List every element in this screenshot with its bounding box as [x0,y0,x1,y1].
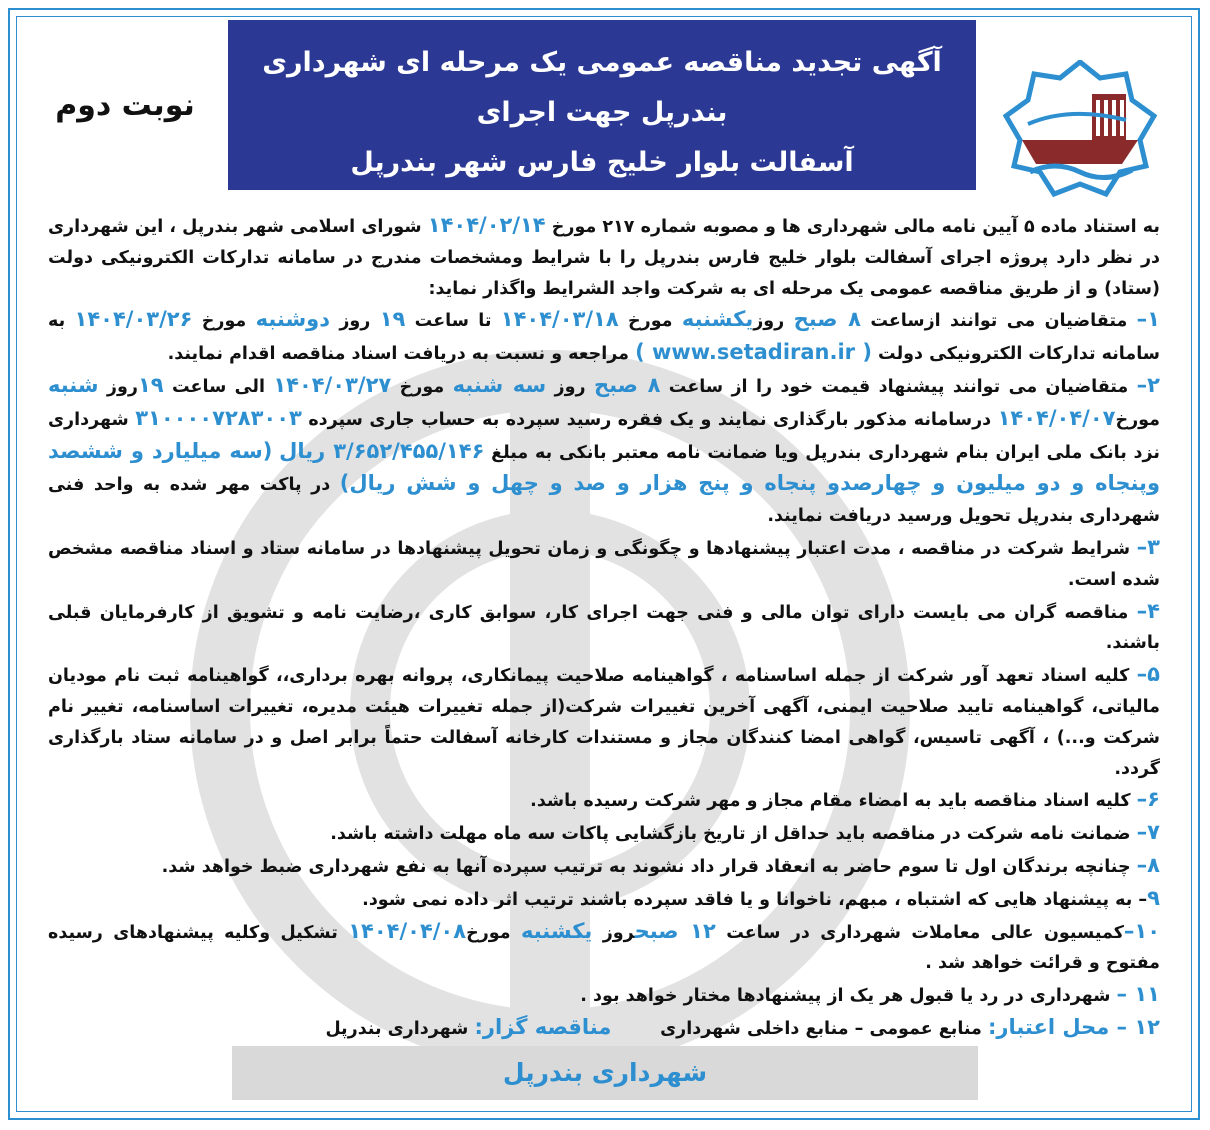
item-2-text-f: مورخ [1115,409,1160,430]
item-7 [48,817,1160,850]
item-11 [48,979,1160,1012]
round-label: نوبت دوم [55,88,195,123]
item-9 [48,883,1160,916]
item-5-number: ۵– [1136,662,1160,687]
item-7-number: ۷– [1136,820,1160,845]
item-1-number: ۱– [1136,307,1160,332]
item-10-time: ۱۲ صبح [634,918,716,943]
item-6-text: کلیه اسناد مناقصه باید به امضاء مقام مجاز و مهر شرکت رسیده باشد. [530,791,1137,812]
item-2-text-i: در پاکت مهر شده به واحد فنی شهرداری بندرپل تحویل ورسید دریافت نمایند. [48,475,1160,527]
item-10-date: ۱۴۰۴/۰۴/۰۸ [348,918,467,943]
tenderer-label: مناقصه گزار: [474,1014,612,1039]
item-1-text-e: روز [329,311,380,332]
deposit-account-number: ۳۱۰۰۰۰۷۲۸۳۰۰۳ [135,405,302,430]
intro-text-a: به استناد ماده ۵ آیین نامه مالی شهرداری ها و مصوبه شماره ۲۱۷ مورخ [545,217,1160,237]
notice-body [48,210,1160,1045]
item-2-end-date: ۱۴۰۴/۰۴/۰۷ [997,405,1116,430]
item-2-end-hour: ۱۹ [137,372,164,397]
item-10-number: ۱۰– [1123,918,1161,943]
intro-date: ۱۴۰۴/۰۲/۱۴ [427,213,546,237]
item-10-day: یکشنبه [520,918,593,943]
item-1-text-f: مورخ [192,311,256,332]
item-8-number: ۸– [1136,852,1160,877]
item-1 [48,304,1160,370]
item-1-end-date: ۱۴۰۴/۰۳/۲۶ [74,307,193,332]
item-2-start-date: ۱۴۰۴/۰۳/۲۷ [273,372,392,397]
item-2-start-time: ۸ صبح [593,372,661,397]
header-title-line1: آگهی تجدید مناقصه عمومی یک مرحله ای شهرداری بندرپل جهت اجرای [262,47,942,128]
item-3-number: ۳– [1136,534,1160,559]
item-2-text-d: الی ساعت [163,376,274,397]
item-6 [48,784,1160,817]
tenderer-value: شهرداری بندرپل [325,1018,475,1039]
item-9-number: ۹ [1147,885,1160,910]
item-11-number: ۱۱ – [1116,982,1160,1007]
item-3-text: شرایط شرکت در مناقصه ، مدت اعتبار پیشنهادها و چگونگی و زمان تحویل پیشنهادها در سامانه ستاد و اسناد مناقصه مشخص شده است. [48,538,1160,590]
item-1-text-a: متقاضیان می توانند ازساعت [860,311,1137,332]
guarantee-amount: ۳/۶۵۲/۴۵۵/۱۴۶ ریال [279,438,485,463]
footer-bar: شهرداری بندرپل [232,1046,978,1100]
item-1-text-c: مورخ [618,311,682,332]
item-1-start-date: ۱۴۰۴/۰۳/۱۸ [500,307,619,332]
item-1-text-d: تا ساعت [405,311,501,332]
item-8-text: چنانچه برندگان اول تا سوم حاضر به انعقاد قرار داد نشوند به ترتیب سپرده آنها به نفع شهرداری ضبط خواهد شد. [161,856,1137,877]
item-12-number: ۱۲ – [1116,1014,1160,1039]
setad-website-link[interactable]: ( www.setadiran.ir ) [635,340,872,365]
item-10 [48,916,1160,980]
item-9-text: – به پیشنهاد هایی که اشتباه ، مبهم، ناخوانا و یا فاقد سپرده باشند ترتیب اثر داده نمی شود. [362,889,1148,910]
item-2-end-day: شنبه [48,372,99,397]
item-5-text: کلیه اسناد تعهد آور شرکت از جمله اساسنامه ، گواهینامه صلاحیت پیمانکاری، پروانه بهره برداری،، گواهینامه ثبت نام مودیان مالیاتی، گواهینامه تایید صلاحیت ایمنی، آگهی آخرین تغییرات شرکت(از جمله تغییرات هیئت مدیره، تغییرات اساسنامه، تغییر نام شرکت و...) ، آگهی تاسیس، گواهی امضا کنندگان مجاز و مستندات کارخانه آسفالت حتماً برابر اصل و در سامانه ستاد بارگذاری گردد. [48,666,1160,779]
item-10-text-c: مورخ [466,922,521,943]
item-10-text-a: کمیسیون عالی معاملات شهرداری در ساعت [715,922,1124,943]
item-6-number: ۶– [1136,787,1160,812]
header-banner [228,20,976,190]
item-8 [48,850,1160,883]
intro-text-b: شورای اسلامی شهر بندرپل ، این شهرداری در نظر دارد پروژه اجرای آسفالت بلوار خلیج فارس بندرپل را با شرایط ومشخصات مندرج در سامانه تدارکات الکترونیکی دولت (ستاد) و از طریق مناقصه عمومی یک مرحله ای به شرکت واجد الشرایط واگذار نماید: [48,217,1160,299]
credit-source-value: منابع عمومی – منابع داخلی شهرداری [660,1018,988,1039]
item-2-text-a: متقاضیان می توانند پیشنهاد قیمت خود را از ساعت [660,376,1137,397]
item-1-text-b: روز [753,311,794,332]
item-2-text-e: روز [98,376,138,397]
item-2-number: ۲– [1136,372,1160,397]
item-1-end-hour: ۱۹ [379,307,406,332]
intro-paragraph [48,210,1160,304]
item-5 [48,659,1160,784]
credit-source-label: محل اعتبار: [987,1014,1117,1039]
item-4-text: مناقصه گران می بایست دارای توان مالی و فنی جهت اجرای کار، سوابق کاری ،رضایت نامه و تشویق از کارفرمایان قبلی باشند. [48,602,1160,654]
item-10-text-d: تشکیل وکلیه پیشنهادهای رسیده مفتوح و قرائت خواهد شد . [48,922,1160,974]
item-1-text-g: به سامانه تدارکات الکترونیکی دولت [48,311,1160,365]
item-2-text-b: روز [546,376,594,397]
item-12 [48,1012,1160,1045]
item-7-text: ضمانت نامه شرکت در مناقصه باید حداقل از تاریخ بازگشایی پاکات سه ماه مهلت داشته باشد. [330,824,1137,845]
item-10-text-b: روز [592,922,635,943]
item-4 [48,596,1160,660]
item-2-text-h: شهرداری نزد بانک ملی ایران بنام شهرداری بندرپل ویا ضمانت نامه معتبر بانکی به مبلغ [48,409,1160,463]
item-2-text-c: مورخ [391,376,453,397]
item-1-end-day: دوشنبه [255,307,330,332]
item-1-start-day: یکشنبه [681,307,754,332]
item-2 [48,370,1160,532]
item-1-start-time: ۸ صبح [793,307,861,332]
item-3 [48,532,1160,596]
item-2-start-day: سه شنبه [452,372,547,397]
item-1-text-h: مراجعه و نسبت به دریافت اسناد مناقصه اقدام نمایند. [167,344,636,365]
item-4-number: ۴– [1136,598,1160,623]
item-11-text: شهرداری در رد یا قبول هر یک از پیشنهادها مختار خواهد بود . [580,986,1117,1007]
header-title-line2: آسفالت بلوار خلیج فارس شهر بندرپل [350,147,854,178]
municipality-logo-icon [1000,60,1160,200]
guarantee-amount-words: (سه میلیارد و ششصد وپنجاه و دو میلیون و چهارصدو پنجاه و پنج هزار و صد و چهل و شش ریال) [48,438,1160,496]
item-2-text-g: درسامانه مذکور بارگذاری نمایند و یک فقره رسید سپرده به حساب جاری سپرده [301,409,998,430]
